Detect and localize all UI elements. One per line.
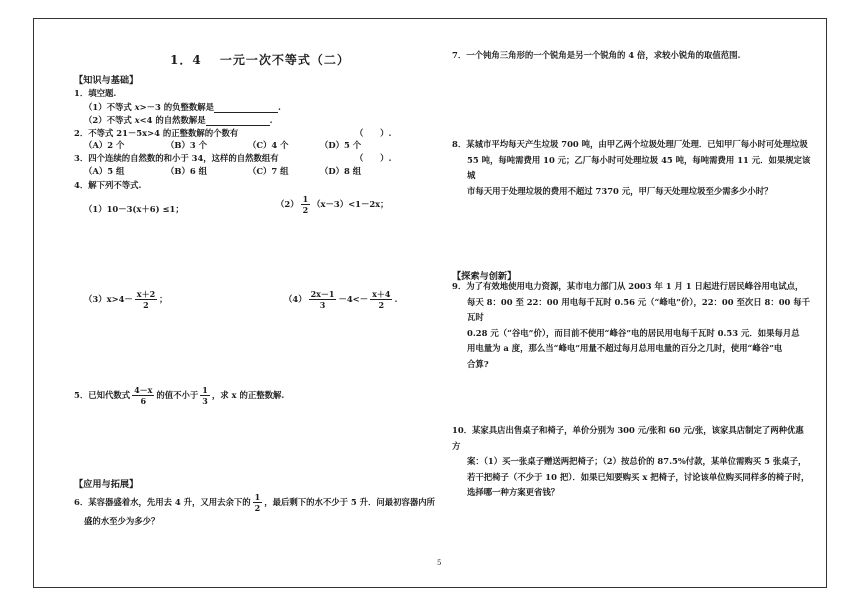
question-7: 7．一个钝角三角形的一个锐角是另一个锐角的 4 倍，求较小锐角的取值范围. <box>452 50 741 60</box>
q2-option-d: （D）5 个 <box>320 140 362 150</box>
q3-option-a: （A）5 组 <box>84 166 125 176</box>
page-number: 5 <box>437 559 442 567</box>
question-3-paren: （ ）. <box>355 153 392 163</box>
question-1-part-1: （1）不等式 x>－3 的负整数解是 . <box>84 102 281 112</box>
q3-option-b: （B）6 组 <box>166 166 207 176</box>
fraction: $\frac{1}{2}$ <box>302 194 309 215</box>
q3-option-d: （D）8 组 <box>320 166 362 176</box>
question-6: 6．某容器盛着水，先用去 4 升，又用去余下的 $\frac{1}{2}$ ，最后剩下的水不少于 5 升．问最初容器内所 <box>74 492 435 513</box>
question-3: 3．四个连续的自然数的和小于 34，这样的自然数组有 <box>74 153 279 163</box>
fraction: $\frac{1}{3}$ <box>202 385 208 406</box>
question-2: 2．不等式 21－5x>4 的正整数解的个数有 <box>74 128 239 138</box>
section-knowledge: 【知识与基础】 <box>74 75 139 86</box>
fraction: $\frac{x+4}{2}$ <box>372 289 391 310</box>
section-apply: 【应用与拓展】 <box>74 479 139 490</box>
answer-blank[interactable] <box>206 116 270 126</box>
question-5: 5．已知代数式 $\frac{4-x}{6}$ 的值不小于 $\frac{1}{3}$ ，求 x 的正整数解. <box>74 385 285 406</box>
question-4-part-1: （1）10－3(x＋6) ≤1； <box>84 204 184 214</box>
fraction: $\frac{4-x}{6}$ <box>134 385 153 406</box>
question-8: 8．某城市平均每天产生垃圾 700 吨，由甲乙两个垃圾处理厂处理．已知甲厂每小时可处理垃圾 55 吨，每吨需费用 10 元；乙厂每小时可处理垃圾 45 吨，每吨需费用 11 元．如果规定该城 市每天用于处理垃圾的费用不超过 7370 元，甲厂每天处理垃圾至少需多少小时？ <box>452 139 811 196</box>
question-4-part-4: （4） $\frac{2x-1}{3}$ －4<－ $\frac{x+4}{2}$ . <box>284 289 398 310</box>
q2-option-a: （A）2 个 <box>84 140 125 150</box>
q2-option-c: （C）4 个 <box>248 140 289 150</box>
q2-option-b: （B）3 个 <box>166 140 207 150</box>
question-4-part-2: （2） $\frac{1}{2}$ （x－3）<1－2x； <box>276 194 389 215</box>
fraction: $\frac{2x-1}{3}$ <box>310 289 335 310</box>
fraction: $\frac{x+2}{2}$ <box>136 289 156 310</box>
question-1: 1．填空题. <box>74 88 117 98</box>
section-explore: 【探索与创新】 <box>452 271 517 282</box>
question-4: 4．解下列不等式. <box>74 180 142 190</box>
page-title: 1．4 一元一次不等式（二） <box>170 53 350 67</box>
question-9: 9．为了有效地使用电力资源，某市电力部门从 2003 年 1 月 1 日起进行居民峰谷用电试点， 每天 8：00 至 22：00 用电每千瓦时 0.56 元（“峰电”价），22：00 至次日 8：00 每千瓦时 0.28 元（“谷电”价），而目前不使用“峰谷”电的居民用电每千瓦时 0.53 元．如果每月总 用电量为 a 度，那么当“峰电”用量不超过每月总用电量的百分之几时，使用“峰谷”电 合算? <box>452 281 811 369</box>
question-2-paren: （ ）. <box>355 128 392 138</box>
fraction: $\frac{1}{2}$ <box>254 492 261 513</box>
question-10: 10．某家具店出售桌子和椅子，单价分别为 300 元/张和 60 元/张，该家具店制定了两种优惠方 案：（1）买一张桌子赠送两把椅子；（2）按总价的 87.5%付款，某单位需购买 5 张桌子， 若干把椅子（不少于 10 把）．如果已知要购买 x 把椅子，讨论该单位购买同样多的椅子时， 选择哪一种方案更省钱？ <box>452 425 810 497</box>
q3-option-c: （C）7 组 <box>248 166 289 176</box>
question-4-part-3: （3）x>4－ $\frac{x+2}{2}$ ； <box>84 289 168 310</box>
answer-blank[interactable] <box>214 103 278 113</box>
question-1-part-2: （2）不等式 x<4 的自然数解是 . <box>84 115 273 125</box>
question-6-cont: 盛的水至少为多少？ <box>84 516 160 526</box>
